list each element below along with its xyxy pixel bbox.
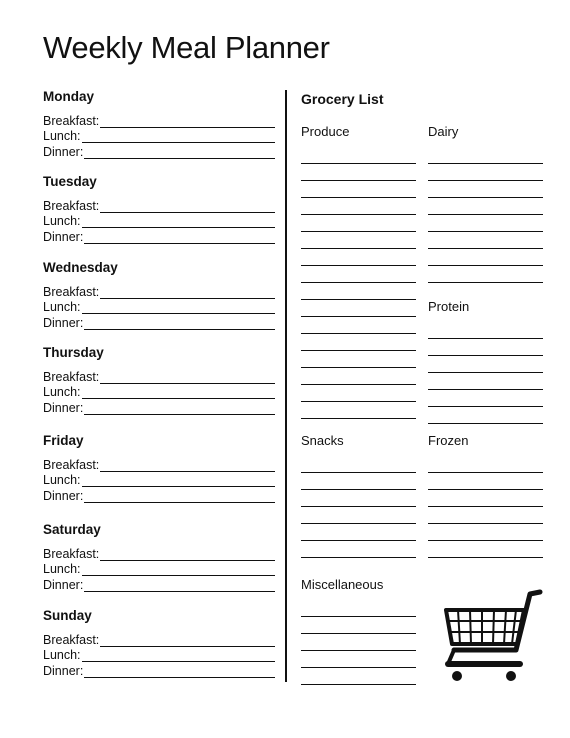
lunch-label: Lunch: — [43, 129, 81, 143]
grocery-line[interactable] — [428, 390, 543, 407]
grocery-line[interactable] — [428, 232, 543, 249]
day-block-wednesday — [43, 261, 275, 330]
category-label: Miscellaneous — [301, 577, 384, 592]
lunch-line[interactable] — [82, 216, 275, 228]
dinner-line[interactable] — [84, 491, 275, 503]
day-block-friday — [43, 434, 275, 503]
lunch-row — [43, 472, 275, 488]
dinner-line[interactable] — [84, 318, 275, 330]
lunch-label: Lunch: — [43, 385, 81, 399]
grocery-line[interactable] — [301, 617, 416, 634]
category-label: Frozen — [428, 433, 469, 448]
dinner-row — [43, 143, 275, 159]
dinner-line[interactable] — [84, 666, 275, 678]
dinner-row — [43, 576, 275, 592]
grocery-line[interactable] — [428, 198, 543, 215]
category-frozen — [428, 434, 543, 558]
category-snacks — [301, 434, 416, 558]
shopping-cart-icon — [440, 588, 544, 684]
day-block-saturday — [43, 523, 275, 592]
breakfast-line[interactable] — [100, 635, 275, 647]
breakfast-label: Breakfast: — [43, 457, 100, 472]
dinner-label: Dinner: — [43, 229, 84, 244]
grocery-line[interactable] — [301, 249, 416, 266]
lunch-row — [43, 213, 275, 229]
grocery-line[interactable] — [301, 473, 416, 490]
day-name: Saturday — [43, 522, 101, 537]
lunch-row — [43, 299, 275, 315]
breakfast-label: Breakfast: — [43, 632, 100, 647]
day-name: Wednesday — [43, 260, 118, 275]
category-produce — [301, 125, 416, 419]
day-name: Sunday — [43, 608, 92, 623]
lunch-label: Lunch: — [43, 300, 81, 314]
breakfast-line[interactable] — [100, 201, 275, 213]
lunch-line[interactable] — [82, 131, 275, 143]
grocery-line[interactable] — [301, 385, 416, 402]
day-name: Tuesday — [43, 174, 97, 189]
grocery-line[interactable] — [428, 356, 543, 373]
dinner-line[interactable] — [84, 580, 275, 592]
grocery-line[interactable] — [428, 215, 543, 232]
dinner-label: Dinner: — [43, 577, 84, 592]
grocery-line[interactable] — [428, 322, 543, 339]
breakfast-row — [43, 456, 275, 472]
grocery-line[interactable] — [301, 600, 416, 617]
lunch-label: Lunch: — [43, 473, 81, 487]
lunch-row — [43, 561, 275, 577]
grocery-line[interactable] — [428, 507, 543, 524]
dinner-row — [43, 487, 275, 503]
grocery-line[interactable] — [301, 198, 416, 215]
category-label: Snacks — [301, 433, 344, 448]
breakfast-row — [43, 197, 275, 213]
lunch-line[interactable] — [82, 475, 275, 487]
grocery-line[interactable] — [428, 339, 543, 356]
dinner-row — [43, 314, 275, 330]
breakfast-label: Breakfast: — [43, 546, 100, 561]
dinner-row — [43, 662, 275, 678]
day-block-monday — [43, 90, 275, 159]
day-block-tuesday — [43, 175, 275, 244]
grocery-line[interactable] — [301, 181, 416, 198]
breakfast-line[interactable] — [100, 460, 275, 472]
category-miscellaneous — [301, 578, 416, 685]
lunch-row — [43, 384, 275, 400]
page-title: Weekly Meal Planner — [43, 30, 330, 65]
dinner-label: Dinner: — [43, 400, 84, 415]
grocery-line[interactable] — [301, 164, 416, 181]
category-label: Produce — [301, 124, 350, 139]
grocery-line[interactable] — [301, 232, 416, 249]
grocery-line[interactable] — [428, 541, 543, 558]
grocery-line[interactable] — [428, 456, 543, 473]
lunch-line[interactable] — [82, 564, 275, 576]
grocery-line[interactable] — [428, 524, 543, 541]
grocery-line[interactable] — [301, 402, 416, 419]
dinner-row — [43, 399, 275, 415]
breakfast-label: Breakfast: — [43, 198, 100, 213]
grocery-list-title: Grocery List — [301, 91, 384, 107]
breakfast-row — [43, 368, 275, 384]
dinner-row — [43, 228, 275, 244]
category-dairy — [428, 125, 543, 283]
dinner-line[interactable] — [84, 403, 275, 415]
grocery-line[interactable] — [301, 266, 416, 283]
grocery-line[interactable] — [301, 334, 416, 351]
grocery-line[interactable] — [428, 147, 543, 164]
lunch-line[interactable] — [82, 302, 275, 314]
grocery-line[interactable] — [428, 249, 543, 266]
grocery-line[interactable] — [301, 147, 416, 164]
grocery-line[interactable] — [428, 164, 543, 181]
grocery-line[interactable] — [301, 651, 416, 668]
day-block-sunday — [43, 609, 275, 678]
grocery-line[interactable] — [301, 541, 416, 558]
dinner-line[interactable] — [84, 147, 275, 159]
dinner-label: Dinner: — [43, 488, 84, 503]
grocery-line[interactable] — [301, 490, 416, 507]
day-name: Thursday — [43, 345, 104, 360]
grocery-line[interactable] — [301, 368, 416, 385]
dinner-label: Dinner: — [43, 144, 84, 159]
grocery-line[interactable] — [301, 634, 416, 651]
breakfast-line[interactable] — [100, 287, 275, 299]
breakfast-row — [43, 283, 275, 299]
day-block-thursday — [43, 346, 275, 415]
grocery-line[interactable] — [428, 373, 543, 390]
grocery-line[interactable] — [301, 317, 416, 334]
dinner-label: Dinner: — [43, 663, 84, 678]
breakfast-line[interactable] — [100, 116, 275, 128]
dinner-line[interactable] — [84, 232, 275, 244]
dinner-label: Dinner: — [43, 315, 84, 330]
grocery-line[interactable] — [301, 524, 416, 541]
grocery-line[interactable] — [301, 507, 416, 524]
grocery-line[interactable] — [428, 407, 543, 424]
grocery-line[interactable] — [428, 490, 543, 507]
breakfast-label: Breakfast: — [43, 369, 100, 384]
breakfast-line[interactable] — [100, 372, 275, 384]
lunch-label: Lunch: — [43, 648, 81, 662]
day-name: Friday — [43, 433, 84, 448]
breakfast-row — [43, 631, 275, 647]
grocery-line[interactable] — [301, 668, 416, 685]
lunch-row — [43, 647, 275, 663]
lunch-line[interactable] — [82, 650, 275, 662]
lunch-label: Lunch: — [43, 214, 81, 228]
breakfast-row — [43, 112, 275, 128]
category-label: Dairy — [428, 124, 459, 139]
breakfast-label: Breakfast: — [43, 113, 100, 128]
breakfast-label: Breakfast: — [43, 284, 100, 299]
column-divider — [285, 90, 287, 682]
grocery-line[interactable] — [301, 300, 416, 317]
lunch-label: Lunch: — [43, 562, 81, 576]
breakfast-line[interactable] — [100, 549, 275, 561]
grocery-line[interactable] — [428, 473, 543, 490]
grocery-line[interactable] — [428, 181, 543, 198]
category-label: Protein — [428, 299, 470, 314]
day-name: Monday — [43, 89, 95, 104]
grocery-line[interactable] — [301, 456, 416, 473]
category-protein — [428, 300, 543, 424]
breakfast-row — [43, 545, 275, 561]
grocery-line[interactable] — [301, 215, 416, 232]
lunch-row — [43, 128, 275, 144]
lunch-line[interactable] — [82, 387, 275, 399]
grocery-line[interactable] — [301, 283, 416, 300]
grocery-line[interactable] — [301, 351, 416, 368]
grocery-line[interactable] — [428, 266, 543, 283]
